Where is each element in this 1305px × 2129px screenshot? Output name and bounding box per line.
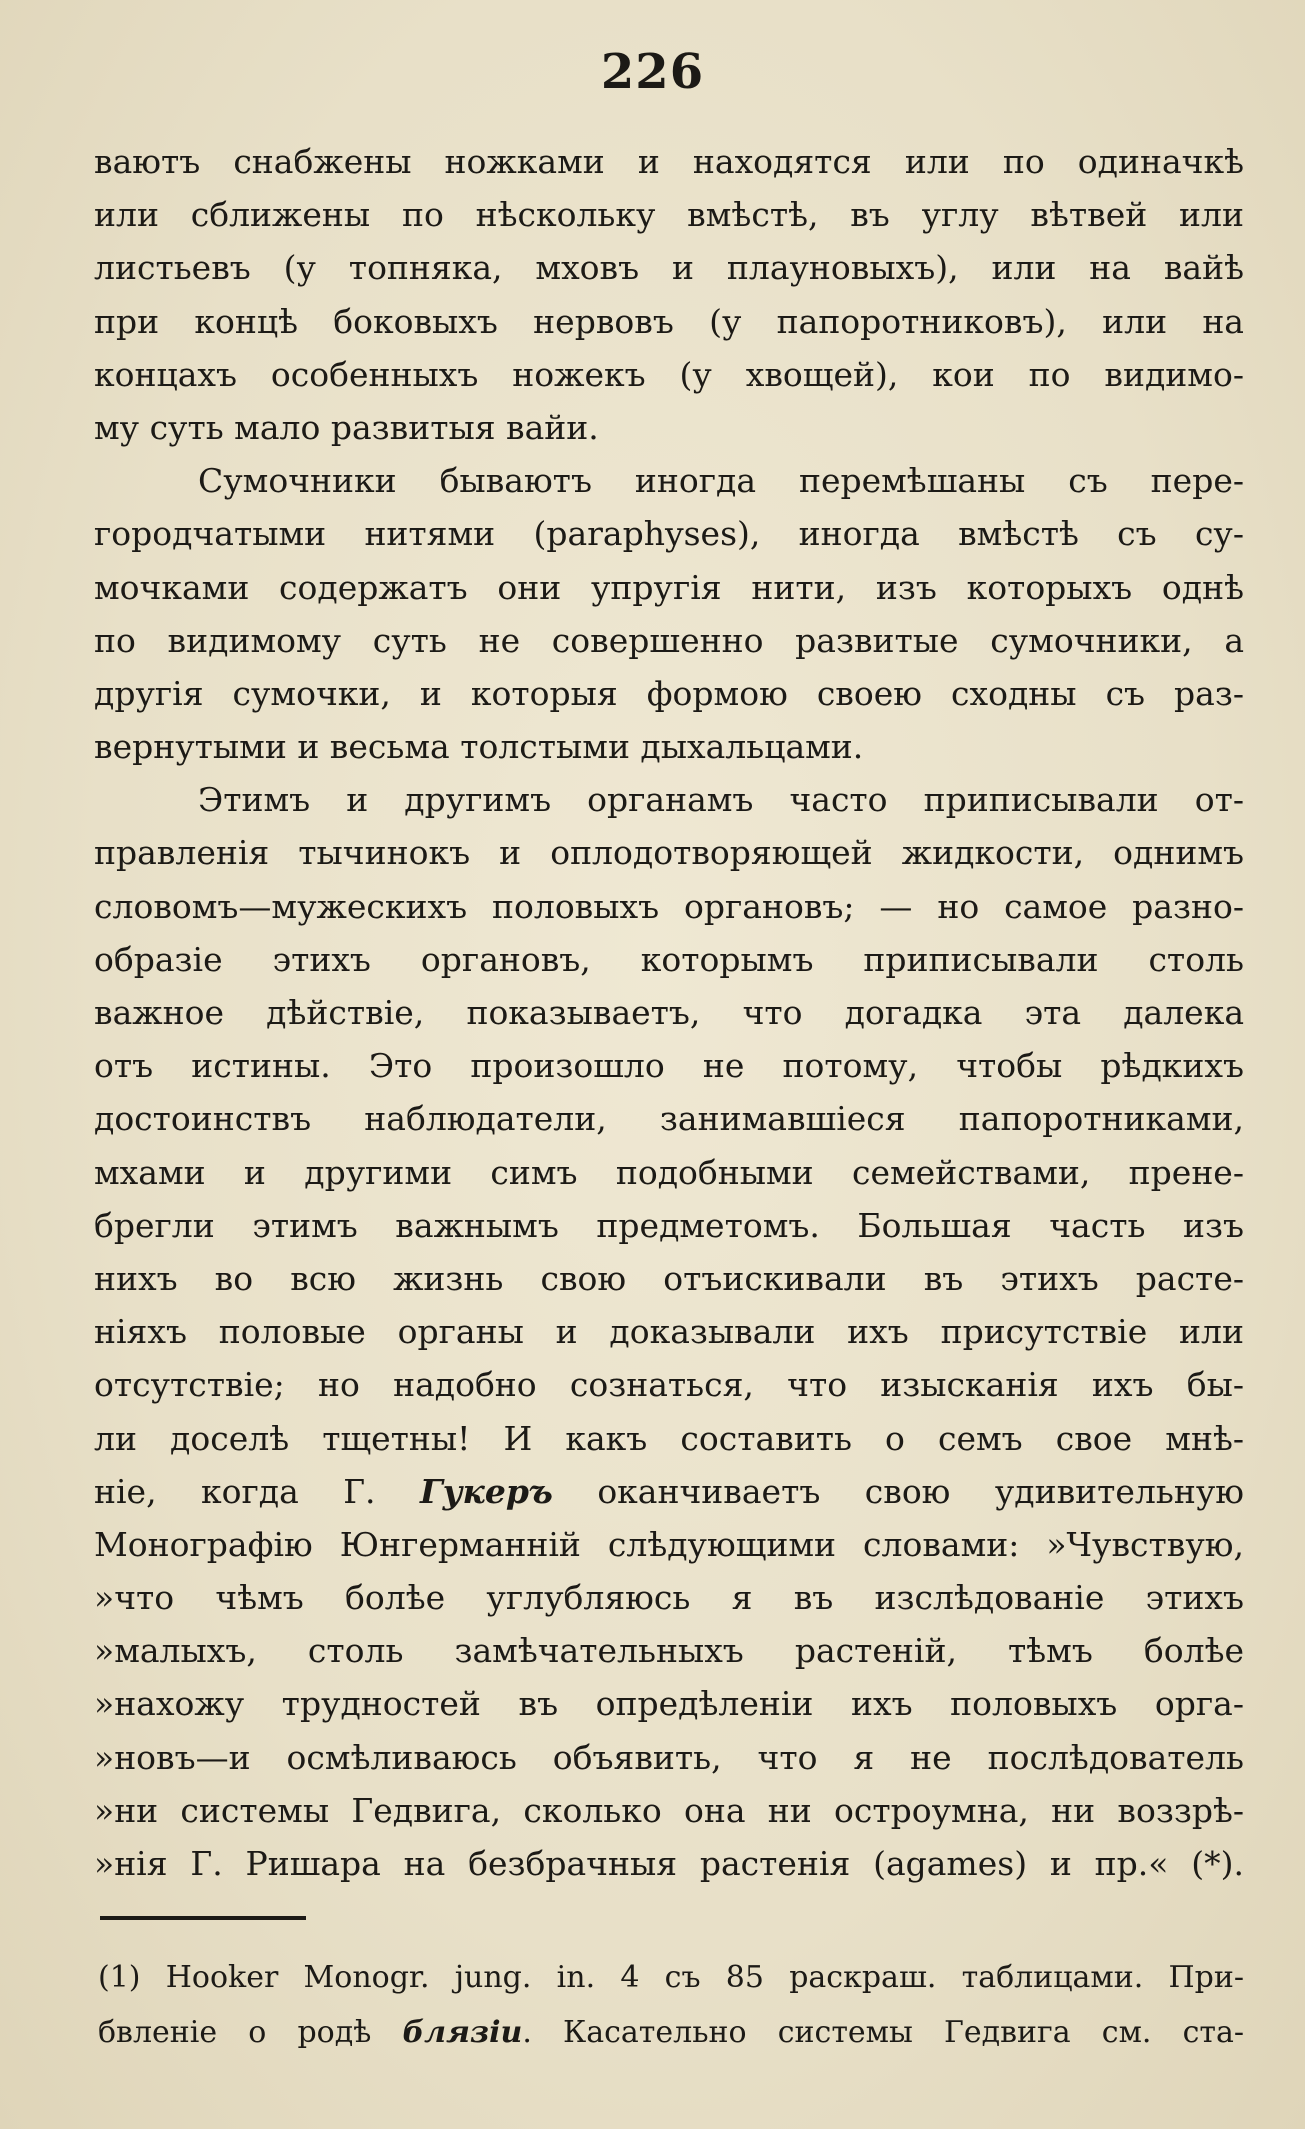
text-line: при концѣ боковыхъ нервовъ (у папоротниковъ), или на bbox=[94, 301, 1244, 341]
footnote-line bbox=[98, 2005, 1244, 2060]
text-line: ли доселѣ тщетны! И какъ составить о семъ свое мнѣ- bbox=[94, 1418, 1244, 1458]
text-segment: . Касательно системы Гедвига см. ста- bbox=[522, 2015, 1245, 2050]
author-name: Гукеръ bbox=[419, 1471, 553, 1511]
text-line: му суть мало развитыя вайи. bbox=[94, 407, 599, 447]
text-line: отъ истины. Это произошло не потому, чтобы рѣдкихъ bbox=[94, 1046, 1244, 1086]
text-line: или сближены по нѣскольку вмѣстѣ, въ углу вѣтвей или bbox=[94, 195, 1244, 235]
text-segment: оканчиваетъ свою удивительную bbox=[552, 1471, 1244, 1511]
text-line: Этимъ и другимъ органамъ часто приписывали от- bbox=[198, 780, 1244, 820]
text-line: Монографію Юнгерманній слѣдующими словами: »Чувствую, bbox=[94, 1524, 1244, 1564]
text-line: другія сумочки, и которыя формою своею сходны съ раз- bbox=[94, 673, 1244, 713]
text-line: листьевъ (у топняка, мховъ и плауновыхъ), или на вайѣ bbox=[94, 248, 1244, 288]
text-line: концахъ особенныхъ ножекъ (у хвощей), кои по видимо- bbox=[94, 354, 1244, 394]
text-line: брегли этимъ важнымъ предметомъ. Большая часть изъ bbox=[94, 1205, 1244, 1245]
text-line: ніяхъ половые органы и доказывали ихъ присутствіе или bbox=[94, 1312, 1244, 1352]
text-line: правленія тычинокъ и оплодотворяющей жидкости, однимъ bbox=[94, 833, 1244, 873]
text-line: »малыхъ, столь замѣчательныхъ растеній, тѣмъ болѣе bbox=[94, 1631, 1244, 1671]
text-line: »нахожу трудностей въ опредѣленіи ихъ половыхъ орга- bbox=[94, 1684, 1244, 1724]
text-line: отсутствіе; но надобно сознаться, что изысканія ихъ бы- bbox=[94, 1365, 1244, 1405]
text-line: словомъ—мужескихъ половыхъ органовъ; — но самое разно- bbox=[94, 886, 1244, 926]
text-segment: ніе, когда Г. bbox=[94, 1471, 420, 1511]
genus-name: блязіи bbox=[402, 2015, 523, 2050]
text-line: »нія Г. Ришара на безбрачныя растенія (agames) и пр.« (*). bbox=[94, 1844, 1244, 1883]
text-line: по видимому суть не совершенно развитые сумочники, а bbox=[94, 620, 1244, 660]
text-line bbox=[94, 1465, 1244, 1518]
text-line: ваютъ снабжены ножками и находятся или по одиначкѣ bbox=[94, 142, 1244, 181]
body-text bbox=[94, 135, 1244, 1890]
text-line: Сумочники бываютъ иногда перемѣшаны съ пере- bbox=[198, 461, 1244, 501]
text-line: важное дѣйствіе, показываетъ, что догадка эта далека bbox=[94, 993, 1244, 1032]
page-number: 226 bbox=[600, 44, 705, 100]
text-line: образіе этихъ органовъ, которымъ приписывали столь bbox=[94, 939, 1244, 979]
text-line: »ни системы Гедвига, сколько она ни остроумна, ни воззрѣ- bbox=[94, 1790, 1244, 1830]
footnote-divider bbox=[100, 1916, 306, 1920]
text-line: достоинствъ наблюдатели, занимавшіеся папоротниками, bbox=[94, 1099, 1244, 1139]
text-line: мочками содержатъ они упругія нити, изъ которыхъ однѣ bbox=[94, 567, 1244, 607]
footnote bbox=[98, 1950, 1244, 2060]
text-line: мхами и другими симъ подобными семействами, прене- bbox=[94, 1152, 1244, 1192]
text-segment: бвленіе о родѣ bbox=[98, 2015, 403, 2050]
text-line: нихъ во всю жизнь свою отъискивали въ этихъ расте- bbox=[94, 1258, 1244, 1298]
text-line: »что чѣмъ болѣе углубляюсь я въ изслѣдованіе этихъ bbox=[94, 1578, 1244, 1618]
text-line: городчатыми нитями (paraphyses), иногда вмѣстѣ съ су- bbox=[94, 514, 1244, 554]
footnote-line: (1) Hooker Monogr. jung. in. 4 съ 85 раскраш. таблицами. При- bbox=[98, 1960, 1244, 1995]
text-line: вернутыми и весьма толстыми дыхальцами. bbox=[94, 727, 864, 767]
text-line: »новъ—и осмѣливаюсь объявить, что я не послѣдователь bbox=[94, 1737, 1244, 1777]
